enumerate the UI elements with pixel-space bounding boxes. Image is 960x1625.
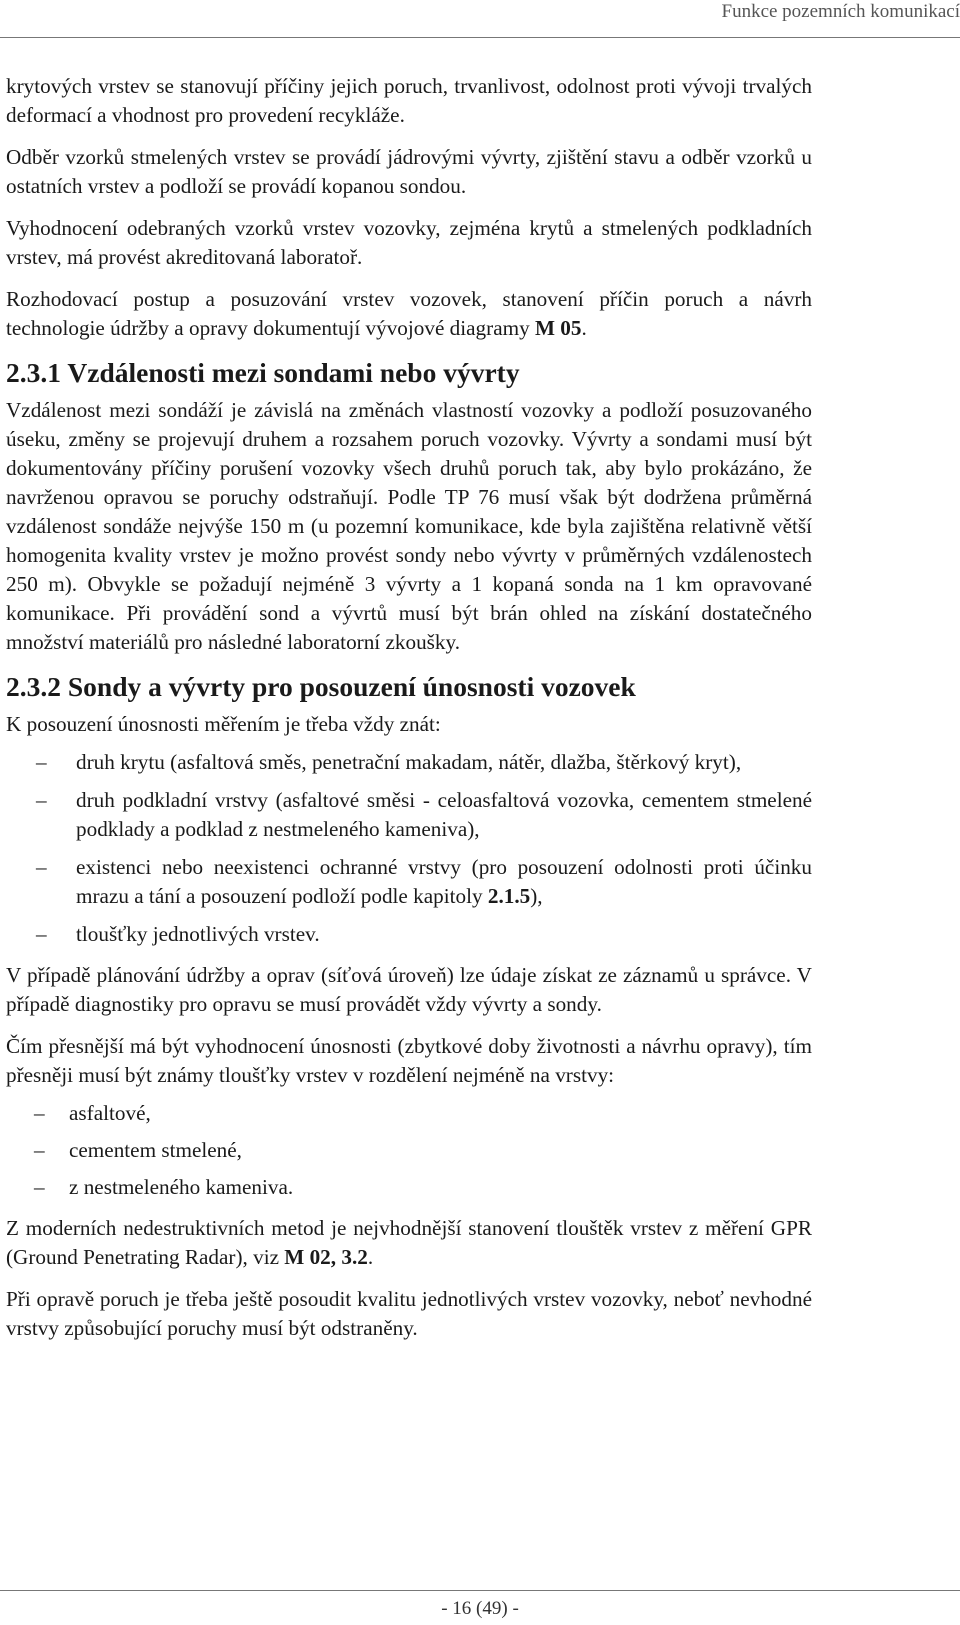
paragraph-text: Z moderních nedestruktivních metod je nejvhodnější stanovení tlouštěk vrstev z měření GPR (Ground Penetrating Radar), viz bbox=[6, 1216, 812, 1269]
paragraph: K posouzení únosnosti měřením je třeba vždy znát: bbox=[6, 712, 441, 736]
section-heading: 2.3.2 Sondy a vývrty pro posouzení únosnosti vozovek bbox=[6, 671, 636, 702]
list-item bbox=[6, 1099, 812, 1128]
page-number: - 16 (49) - bbox=[441, 1598, 519, 1619]
dash-bullet: – bbox=[36, 855, 47, 879]
paragraph bbox=[6, 1214, 812, 1272]
paragraph: V případě plánování údržby a oprav (síťová úroveň) lze údaje získat ze záznamů u správce. V případě diagnostiky pro opravu se musí provádět vždy vývrty a sondy. bbox=[6, 963, 812, 1016]
layers-list bbox=[6, 1099, 812, 1202]
paragraph: krytových vrstev se stanovují příčiny jejich poruch, trvanlivost, odolnost proti vývoji trvalých deformací a vhodnost pro provedení recykláže. bbox=[6, 74, 812, 127]
list-item-text: cementem stmelené, bbox=[69, 1138, 242, 1162]
paragraph-end: . bbox=[581, 316, 587, 340]
footer-rule bbox=[0, 1590, 960, 1591]
list-item-text: druh podkladní vrstvy (asfaltové směsi - celoasfaltová vozovka, cementem stmelené podklady a podklad z nestmeleného kameniva), bbox=[76, 788, 812, 841]
paragraph: Čím přesnější má být vyhodnocení únosnosti (zbytkové doby životnosti a návrhu opravy), tím přesněji musí být známy tloušťky vrstev v rozdělení nejméně na vrstvy: bbox=[6, 1034, 812, 1087]
dash-bullet: – bbox=[34, 1175, 45, 1199]
dash-bullet: – bbox=[34, 1138, 45, 1162]
list-item-text: druh krytu (asfaltová směs, penetrační makadam, nátěr, dlažba, štěrkový kryt), bbox=[76, 750, 742, 774]
paragraph-end: . bbox=[367, 1245, 374, 1269]
dash-bullet: – bbox=[34, 1101, 45, 1125]
page-header bbox=[0, 0, 960, 38]
cross-reference: 2.1.5 bbox=[487, 884, 531, 908]
list-item bbox=[6, 1173, 812, 1202]
list-item-text: z nestmeleného kameniva. bbox=[69, 1175, 294, 1199]
cross-reference: M 02, 3.2 bbox=[284, 1245, 368, 1269]
dash-bullet: – bbox=[36, 788, 47, 812]
dash-bullet: – bbox=[36, 750, 47, 774]
page-content bbox=[6, 72, 812, 1356]
list-item-text: existenci nebo neexistenci ochranné vrstvy (pro posouzení odolnosti proti účinku mrazu a tání a posouzení podloží podle kapitoly bbox=[76, 855, 812, 908]
section-heading: 2.3.1 Vzdálenosti mezi sondami nebo vývrty bbox=[6, 357, 520, 388]
dash-bullet: – bbox=[36, 922, 47, 946]
list-item-end: ), bbox=[530, 884, 543, 908]
paragraph-text: Rozhodovací postup a posuzování vrstev vozovek, stanovení příčin poruch a návrh technologie údržby a opravy dokumentují vývojové diagramy bbox=[6, 287, 812, 340]
list-item bbox=[6, 853, 812, 911]
header-rule bbox=[0, 37, 960, 38]
header-title: Funkce pozemních komunikací bbox=[721, 1, 960, 22]
requirements-list bbox=[6, 748, 812, 949]
list-item bbox=[6, 1136, 812, 1165]
paragraph: Vzdálenost mezi sondáží je závislá na změnách vlastností vozovky a podloží posuzovaného úseku, změny se projevují druhem a rozsahem poruch vozovky. Vývrty a sondami musí být dokumentovány příčiny porušení vozovky všech druhů poruch tak, aby bylo prokázáno, že navrženou opravou se poruchy odstraňují. Podle TP 76 musí však být dodržena průměrná vzdálenost sondáže nejvýše 150 m (u pozemní komunikace, kde byla zajištěna relativně větší homogenita kvality vrstev je možno provést sondy nebo vývrty v průměrných vzdálenostech 250 m). Obvykle se požadují nejméně 3 vývrty a 1 kopaná sonda na 1 km opravované komunikace. Při provádění sond a vývrtů musí být brán ohled na získání dostatečného množství materiálů pro následné laboratorní zkoušky. bbox=[6, 398, 812, 654]
paragraph: Vyhodnocení odebraných vzorků vrstev vozovky, zejména krytů a stmelených podkladních vrstev, má provést akreditovaná laboratoř. bbox=[6, 216, 812, 269]
paragraph bbox=[6, 285, 812, 343]
paragraph: Při opravě poruch je třeba ještě posoudit kvalitu jednotlivých vrstev vozovky, neboť nevhodné vrstvy způsobující poruchy musí být odstraněny. bbox=[6, 1287, 812, 1340]
list-item-text: tloušťky jednotlivých vrstev. bbox=[76, 922, 320, 946]
list-item-text: asfaltové, bbox=[69, 1101, 151, 1125]
list-item bbox=[6, 786, 812, 844]
list-item bbox=[6, 748, 812, 777]
list-item bbox=[6, 920, 812, 949]
cross-reference: M 05 bbox=[534, 316, 582, 340]
paragraph: Odběr vzorků stmelených vrstev se provádí jádrovými vývrty, zjištění stavu a odběr vzorků u ostatních vrstev a podloží se provádí kopanou sondou. bbox=[6, 145, 812, 198]
